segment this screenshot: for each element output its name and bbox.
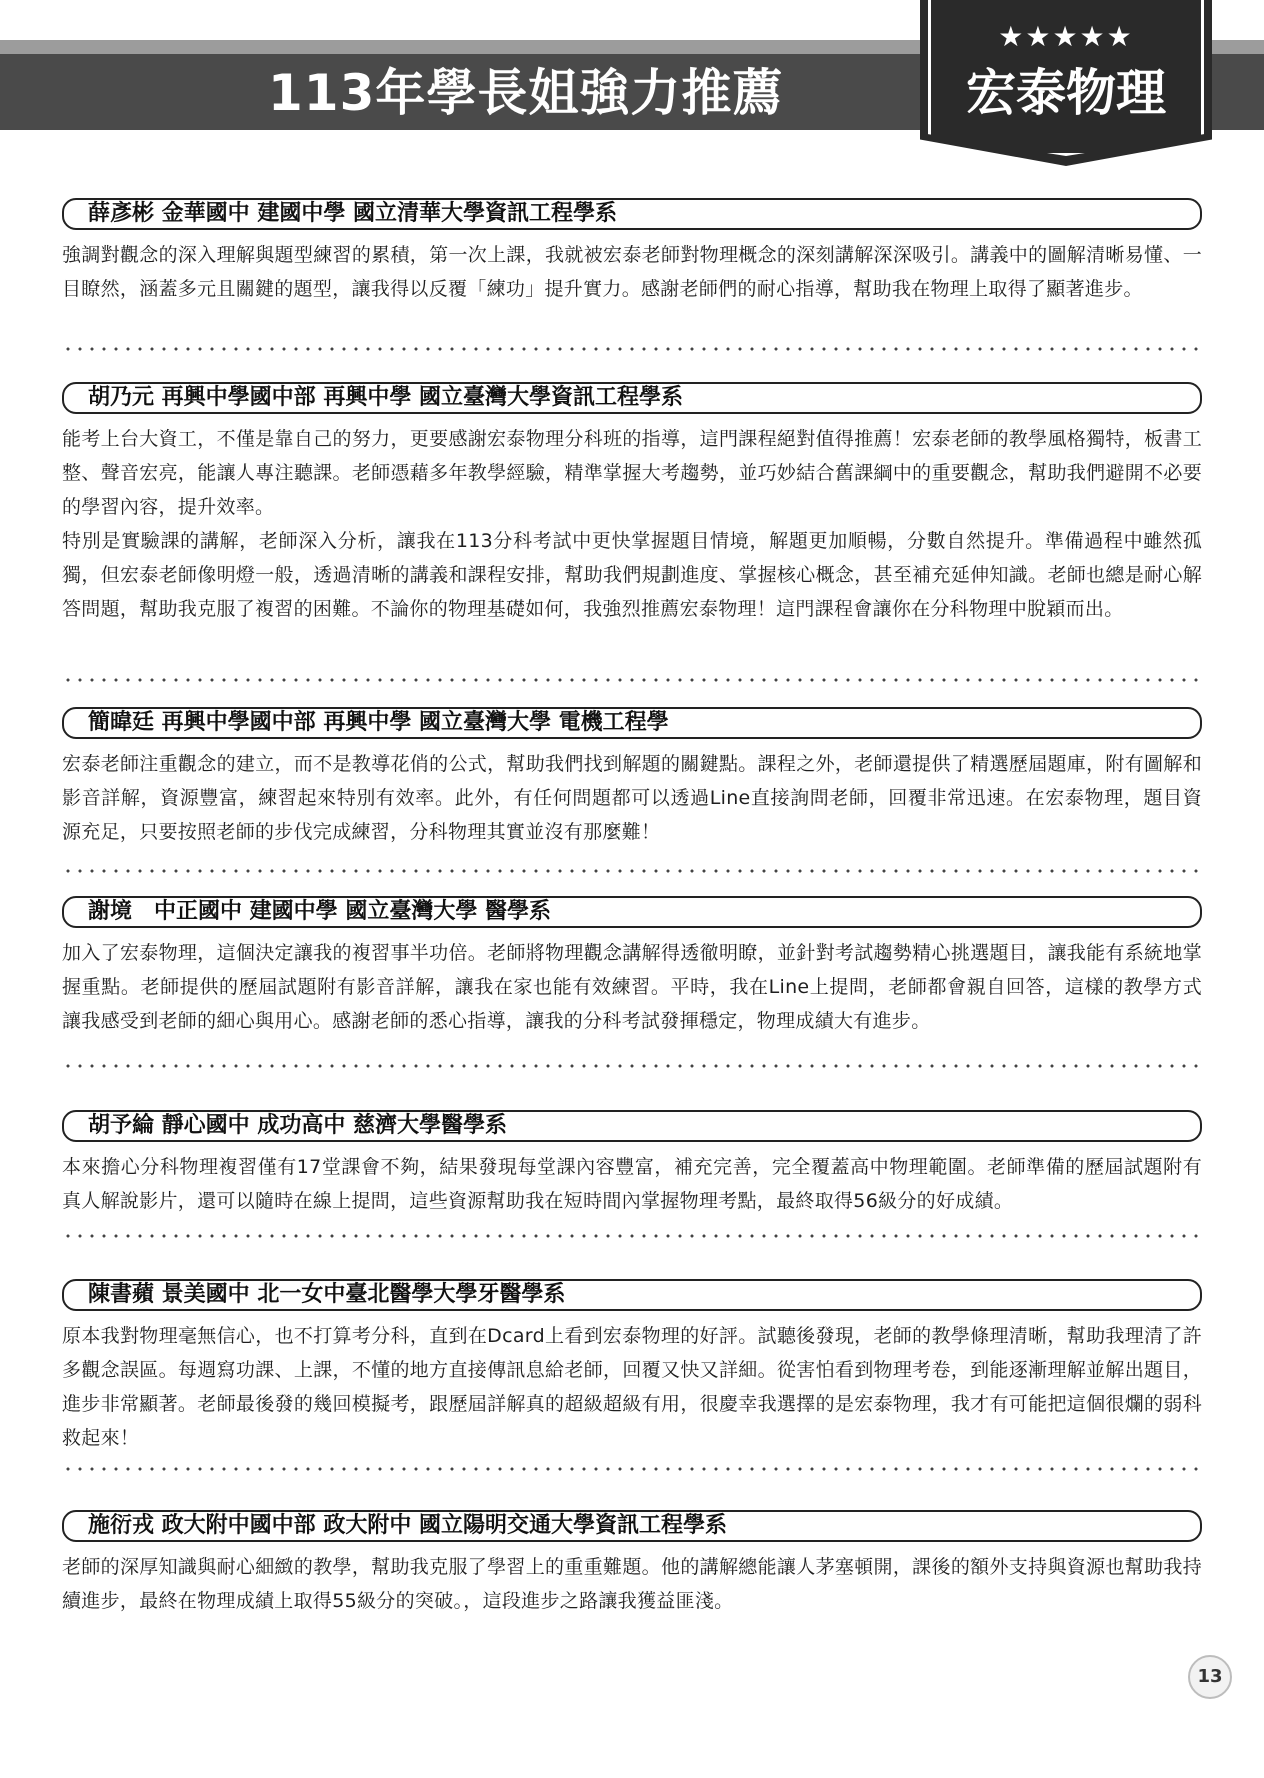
testimonial-heading: 陳書蘋 景美國中 北一女中臺北醫學大學牙醫學系	[62, 1279, 1202, 1311]
dotted-divider	[62, 678, 1202, 682]
testimonial-section	[62, 707, 1202, 849]
testimonial-paragraph: 宏泰老師注重觀念的建立，而不是教導花俏的公式，幫助我們找到解題的關鍵點。課程之外，老師還提供了精選歷屆題庫，附有圖解和影音詳解，資源豐富，練習起來特別有效率。此外，有任何問題都可以透過Line直接詢問老師，回覆非常迅速。在宏泰物理，題目資源充足，只要按照老師的步伐完成練習，分科物理其實並沒有那麼難！	[62, 753, 1202, 843]
testimonial-heading: 胡予綸 靜心國中 成功高中 慈濟大學醫學系	[62, 1110, 1202, 1142]
testimonial-paragraph: 老師的深厚知識與耐心細緻的教學，幫助我克服了學習上的重重難題。他的講解總能讓人茅塞頓開，課後的額外支持與資源也幫助我持續進步，最終在物理成績上取得55級分的突破。，這段進步之路讓我獲益匪淺。	[62, 1556, 1202, 1612]
page-title: 113年學長姐強力推薦	[268, 64, 784, 122]
testimonial-paragraph: 加入了宏泰物理，這個決定讓我的複習事半功倍。老師將物理觀念講解得透徹明瞭，並針對考試趨勢精心挑選題目，讓我能有系統地掌握重點。老師提供的歷屆試題附有影音詳解，讓我在家也能有效練習。平時，我在Line上提問，老師都會親自回答，這樣的教學方式讓我感受到老師的細心與用心。感謝老師的悉心指導，讓我的分科考試發揮穩定，物理成績大有進步。	[62, 942, 1202, 1032]
testimonial-heading: 謝境 中正國中 建國中學 國立臺灣大學 醫學系	[62, 896, 1202, 928]
dotted-divider	[62, 1064, 1202, 1068]
testimonial-heading: 薛彥彬 金華國中 建國中學 國立清華大學資訊工程學系	[62, 198, 1202, 230]
dotted-divider	[62, 347, 1202, 351]
testimonial-body	[62, 1550, 1202, 1618]
testimonial-section	[62, 198, 1202, 306]
testimonial-paragraph: 能考上台大資工，不僅是靠自己的努力，更要感謝宏泰物理分科班的指導，這門課程絕對值得推薦！宏泰老師的教學風格獨特，板書工整、聲音宏亮，能讓人專注聽課。老師憑藉多年教學經驗，精準掌握大考趨勢，並巧妙結合舊課綱中的重要觀念，幫助我們避開不必要的學習內容，提升效率。	[62, 428, 1202, 518]
dotted-divider	[62, 1467, 1202, 1471]
testimonial-paragraph: 本來擔心分科物理複習僅有17堂課會不夠，結果發現每堂課內容豐富，補充完善，完全覆蓋高中物理範圍。老師準備的歷屆試題附有真人解說影片，還可以隨時在線上提問，這些資源幫助我在短時間內掌握物理考點，最終取得56級分的好成績。	[62, 1156, 1202, 1212]
testimonial-heading: 簡暐廷 再興中學國中部 再興中學 國立臺灣大學 電機工程學	[62, 707, 1202, 739]
dotted-divider	[62, 869, 1202, 873]
testimonial-section	[62, 1110, 1202, 1218]
testimonial-body	[62, 422, 1202, 626]
testimonial-paragraph: 強調對觀念的深入理解與題型練習的累積，第一次上課，我就被宏泰老師對物理概念的深刻講解深深吸引。講義中的圖解清晰易懂、一目瞭然，涵蓋多元且關鍵的題型，讓我得以反覆「練功」提升實力。感謝老師們的耐心指導，幫助我在物理上取得了顯著進步。	[62, 244, 1202, 300]
testimonial-body	[62, 747, 1202, 849]
star-icons: ★★★★★	[998, 20, 1134, 53]
testimonial-body	[62, 1319, 1202, 1455]
testimonial-section	[62, 382, 1202, 626]
testimonial-body	[62, 1150, 1202, 1218]
testimonial-paragraph: 原本我對物理毫無信心，也不打算考分科，直到在Dcard上看到宏泰物理的好評。試聽後發現，老師的教學條理清晰，幫助我理清了許多觀念誤區。每週寫功課、上課，不懂的地方直接傳訊息給老師，回覆又快又詳細。從害怕看到物理考卷，到能逐漸理解並解出題目，進步非常顯著。老師最後發的幾回模擬考，跟歷屆詳解真的超級超級有用，很慶幸我選擇的是宏泰物理，我才有可能把這個很爛的弱科救起來！	[62, 1325, 1202, 1449]
testimonial-paragraph: 特別是實驗課的講解，老師深入分析，讓我在113分科考試中更快掌握題目情境，解題更加順暢，分數自然提升。準備過程中雖然孤獨，但宏泰老師像明燈一般，透過清晰的講義和課程安排，幫助我們規劃進度、掌握核心概念，甚至補充延伸知識。老師也總是耐心解答問題，幫助我克服了複習的困難。不論你的物理基礎如何，我強烈推薦宏泰物理！這門課程會讓你在分科物理中脫穎而出。	[62, 530, 1202, 620]
testimonial-body	[62, 936, 1202, 1038]
page-number: 13	[1188, 1655, 1232, 1699]
testimonial-section	[62, 1279, 1202, 1455]
testimonial-section	[62, 1510, 1202, 1618]
testimonial-section	[62, 896, 1202, 1038]
testimonial-body	[62, 238, 1202, 306]
testimonial-heading: 胡乃元 再興中學國中部 再興中學 國立臺灣大學資訊工程學系	[62, 382, 1202, 414]
dotted-divider	[62, 1234, 1202, 1238]
badge-title: 宏泰物理	[966, 64, 1166, 122]
testimonial-heading: 施衍戎 政大附中國中部 政大附中 國立陽明交通大學資訊工程學系	[62, 1510, 1202, 1542]
